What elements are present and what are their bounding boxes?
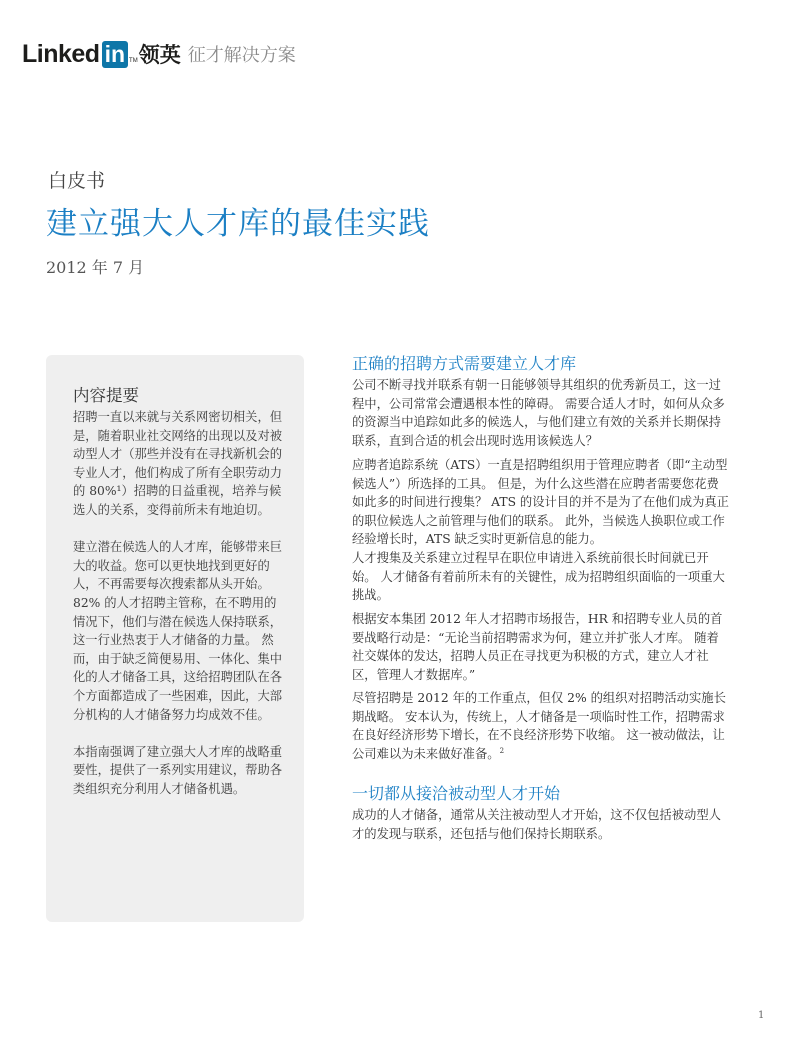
page-number: 1: [758, 1010, 765, 1021]
section-heading: 一切都从接洽被动型人才开始: [352, 784, 561, 803]
summary-heading: 内容提要: [73, 386, 139, 405]
document-type: 白皮书: [48, 170, 106, 192]
linkedin-logo: [22, 38, 296, 70]
summary-paragraph: 招聘一直以来就与关系网密切相关，但是，随着职业社交网络的出现以及对被动型人才（那些并没有在寻找新机会的专业人才，他们构成了所有全职劳动力的 80%¹）招聘的日益重视，培养与候选人的关系，变得前所未有地迫切。: [73, 410, 283, 517]
body-paragraph: 人才搜集及关系建立过程早在职位申请进入系统前很长时间就已开始。 人才储备有着前所未有的关键性，成为招聘组织面临的一项重大挑战。: [352, 551, 725, 603]
logo-chinese-name: 领英: [138, 43, 181, 67]
body-paragraph: 应聘者追踪系统（ATS）一直是招聘组织用于管理应聘者（即“主动型候选人”）所选择的工具。 但是，为什么这些潜在应聘者需要您花费如此多的时间进行搜集？ ATS 的设计目的并不是为了在他们成为真正的职位候选人之前管理与他们的联系。 此外，当候选人换职位或工作经验增长时，ATS 缺乏实时更新信息的能力。: [352, 458, 729, 547]
summary-paragraph: 建立潜在候选人的人才库，能够带来巨大的收益。您可以更快地找到更好的人，不再需要每次搜索都从头开始。 82% 的人才招聘主管称，在不聘用的情况下，他们与潜在候选人保持联系，这一行业热衷于人才储备的力量。 然而，由于缺乏简便易用、一体化、集中化的人才储备工具，这给招聘团队在各个方面都造成了一些困难，因此，大部分机构的人才储备努力均成效不佳。: [73, 540, 283, 722]
body-paragraph: 成功的人才储备，通常从关注被动型人才开始，这不仅包括被动型人才的发现与联系，还包括与他们保持长期联系。: [352, 808, 721, 841]
body-paragraph-with-footnote: [352, 689, 730, 763]
summary-box: [46, 355, 304, 922]
footnote-mark: 2: [499, 746, 505, 755]
document-date: 2012 年 7 月: [46, 258, 145, 277]
section-heading: 正确的招聘方式需要建立人才库: [352, 354, 577, 373]
paragraph-text: 尽管招聘是 2012 年的工作重点，但仅 2% 的组织对招聘活动实施长期战略。 安本认为，传统上，人才储备是一项临时性工作，招聘需求在良好经济形势下增长，在不良经济形势下收缩。 这一被动做法，让公司难以为未来做好准备。: [352, 691, 726, 761]
logo-subtitle: 征才解决方案: [187, 45, 296, 66]
logo-linked-text: Linked: [22, 39, 100, 68]
summary-body: [73, 408, 283, 817]
body-paragraph: 公司不断寻找并联系有朝一日能够领导其组织的优秀新员工，这一过程中，公司常常会遭遇根本性的障碍。 需要合适人才时，如何从众多的资源当中追踪如此多的候选人，与他们建立有效的关系并长期保持联系，直到合适的机会出现时选用该候选人？: [352, 378, 725, 448]
body-paragraph: 根据安本集团 2012 年人才招聘市场报告，HR 和招聘专业人员的首要战略行动是：“无论当前招聘需求为何，建立并扩张人才库。 随着社交媒体的发达，招聘人员正在寻找更为积极的方式，建立人才社区，管理人才数据库。”: [352, 612, 723, 682]
summary-paragraph: 本指南强调了建立强大人才库的战略重要性，提供了一系列实用建议，帮助各类组织充分利用人才储备机遇。: [73, 744, 283, 796]
logo-in-box: in: [102, 41, 128, 68]
document-title: 建立强大人才库的最佳实践: [46, 206, 430, 242]
logo-trademark: TM: [129, 58, 138, 64]
